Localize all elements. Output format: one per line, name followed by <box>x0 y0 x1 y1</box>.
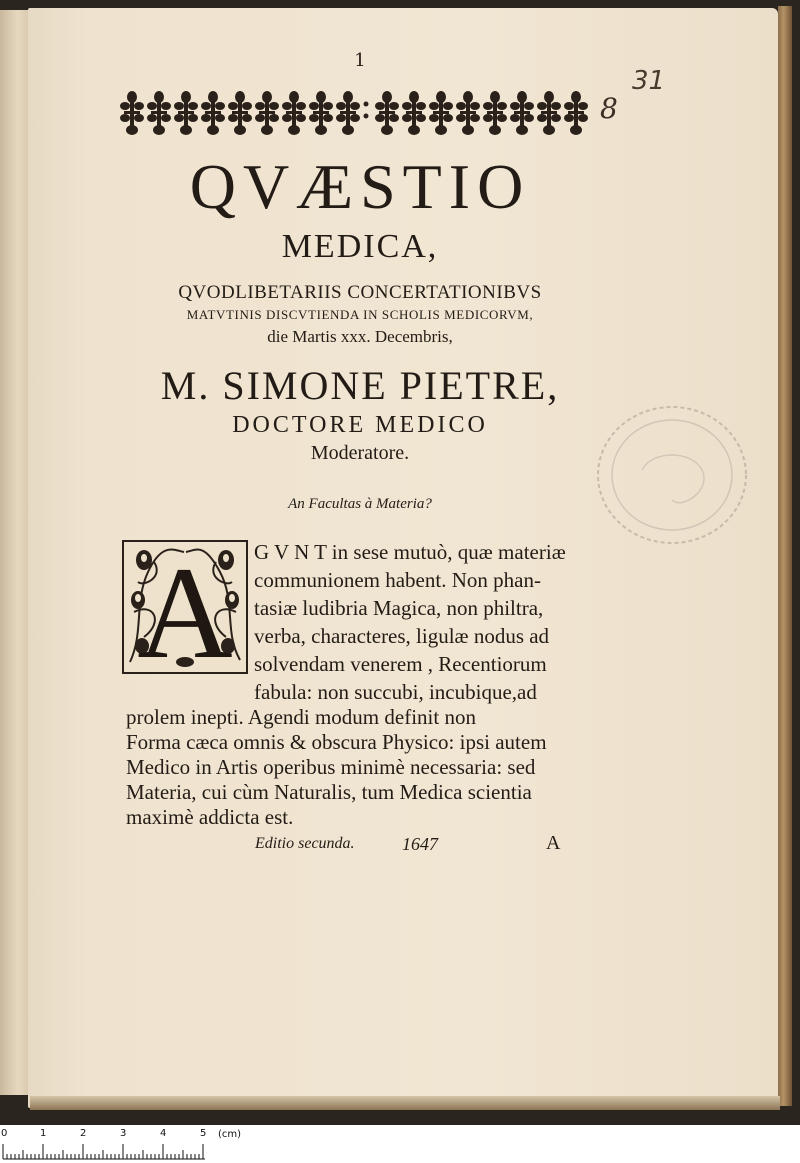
body-line: Forma cæca omnis & obscura Physico: ipsi autem <box>126 730 547 754</box>
body-line: Materia, cui cùm Naturalis, tum Medica scientia <box>126 780 532 804</box>
handwritten-folio-note: 31 <box>632 66 666 96</box>
body-line: communionem habent. Non phan- <box>254 568 541 592</box>
body-line: maximè addicta est. <box>126 805 294 829</box>
question-heading: An Facultas à Materia? <box>288 496 432 512</box>
gathering-signature: A <box>546 832 561 854</box>
scale-unit: (cm) <box>218 1129 242 1140</box>
moderator-name: M. SIMONE PIETRE, <box>160 363 560 408</box>
handwritten-mark: 8 <box>600 92 618 125</box>
date-line: die Martis xxx. Decembris, <box>267 327 453 346</box>
initial-letter: A <box>137 540 233 674</box>
body-line: fabula: non succubi, incubique,ad <box>254 680 537 704</box>
scale-number: 1 <box>40 1128 47 1139</box>
subtitle-line: MATVTINIS DISCVTIENDA IN SCHOLIS MEDICORVM, <box>186 307 534 322</box>
body-line: Medico in Artis operibus minimè necessaria: sed <box>126 755 536 779</box>
fleuron-ornament-band <box>120 86 598 138</box>
page-title: QVÆSTIO <box>189 151 531 222</box>
measurement-scale <box>0 1126 800 1163</box>
page-subtitle: MEDICA, <box>281 228 439 265</box>
body-line: verba, characteres, ligulæ nodus ad <box>254 624 550 648</box>
edition-note: Editio secunda. <box>255 835 355 852</box>
scale-number: 0 <box>1 1128 8 1139</box>
body-line: solvendam venerem , Recentiorum <box>254 652 547 676</box>
body-line: prolem inepti. Agendi modum definit non <box>126 705 476 729</box>
edition-year: 1647 <box>402 834 438 854</box>
library-stamp-icon <box>592 400 752 550</box>
moderator-role: Moderatore. <box>310 442 410 464</box>
scale-number: 4 <box>160 1128 167 1139</box>
subtitle-line: QVODLIBETARIIS CONCERTATIONIBVS <box>178 282 542 303</box>
body-line: tasiæ ludibria Magica, non philtra, <box>254 596 544 620</box>
scale-number: 5 <box>200 1128 207 1139</box>
signature-mark: 1 <box>354 50 366 71</box>
page-stack-edge <box>778 6 792 1106</box>
moderator-title: DOCTORE MEDICO <box>232 412 488 438</box>
scale-number: 3 <box>120 1128 127 1139</box>
decorated-initial <box>122 540 248 674</box>
page-bottom-edge <box>30 1096 780 1110</box>
body-line: G V N T in sese mutuò, quæ materiæ <box>254 540 566 564</box>
scale-number: 2 <box>80 1128 87 1139</box>
previous-page-edge <box>0 10 30 1095</box>
